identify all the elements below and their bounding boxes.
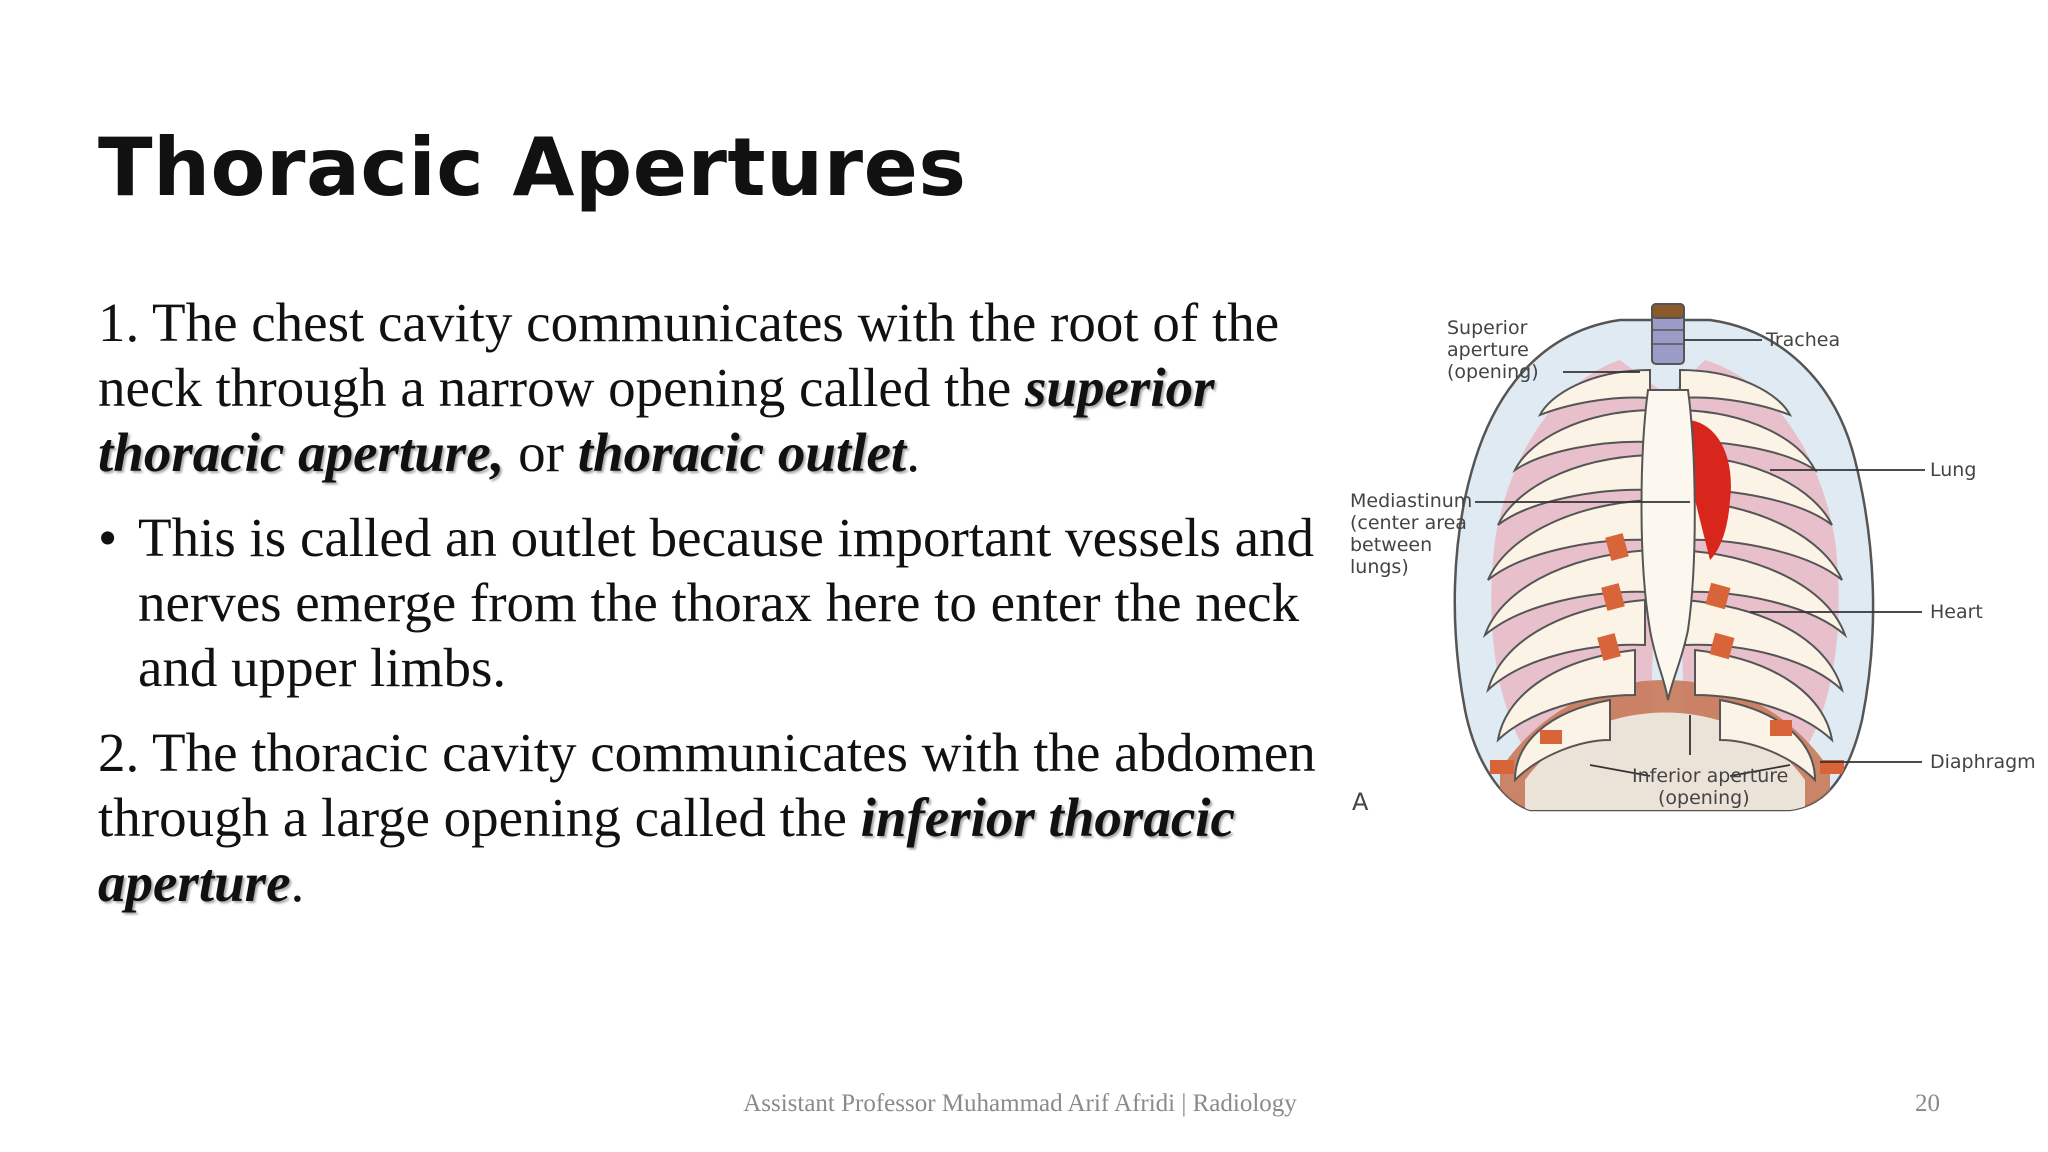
paragraph-text: or <box>504 422 578 483</box>
label-trachea: Trachea <box>1766 329 1841 351</box>
rib-cage <box>1455 320 1873 820</box>
label-diaphragm: Diaphragm <box>1930 751 2036 773</box>
label-mediastinum-4: lungs) <box>1350 556 1409 578</box>
paragraph-inferior-aperture <box>98 720 1338 915</box>
page-number: 20 <box>1915 1090 1940 1117</box>
label-mediastinum-2: (center area <box>1350 512 1467 534</box>
paragraph-text: . <box>290 852 305 913</box>
label-superior-2: aperture <box>1447 339 1529 361</box>
paragraph-text: 2. The thoracic cavity communicates with the abdomen through a large opening called the <box>98 722 1316 848</box>
trachea-shape <box>1652 304 1684 364</box>
label-inferior-1: Inferior aperture <box>1632 765 1789 787</box>
bullet-outlet-explanation <box>98 505 1338 700</box>
paragraph-superior-aperture <box>98 290 1338 485</box>
paragraph-text: 1. The chest cavity communicates with the root of the neck through a narrow opening called the <box>98 292 1280 418</box>
label-superior-1: Superior <box>1447 317 1528 339</box>
paragraph-text: . <box>906 422 920 483</box>
bullet-dot-icon: • <box>98 507 118 568</box>
label-superior-3: (opening) <box>1447 361 1539 383</box>
label-inferior-2: (opening) <box>1658 787 1750 809</box>
term-superior-thoracic-aperture: superior thoracic aperture, <box>98 357 1215 483</box>
term-inferior-thoracic-aperture: inferior thoracic aperture <box>98 787 1235 913</box>
slide-title: Thoracic Apertures <box>98 121 967 214</box>
label-mediastinum-1: Mediastinum <box>1350 490 1473 512</box>
thorax-diagram <box>1350 300 2040 830</box>
term-thoracic-outlet: thoracic outlet <box>577 422 907 483</box>
slide-body <box>98 290 1338 935</box>
label-mediastinum-3: between <box>1350 534 1433 556</box>
rib-cage-illustration <box>1350 300 2040 830</box>
bullet-text: This is called an outlet because important vessels and nerves emerge from the thorax here to enter the neck and upper limbs. <box>138 507 1315 698</box>
label-lung: Lung <box>1930 459 1977 481</box>
label-heart: Heart <box>1930 601 1983 623</box>
label-panel: A <box>1352 788 1369 816</box>
slide-footer: Assistant Professor Muhammad Arif Afridi | Radiology <box>743 1090 1297 1117</box>
